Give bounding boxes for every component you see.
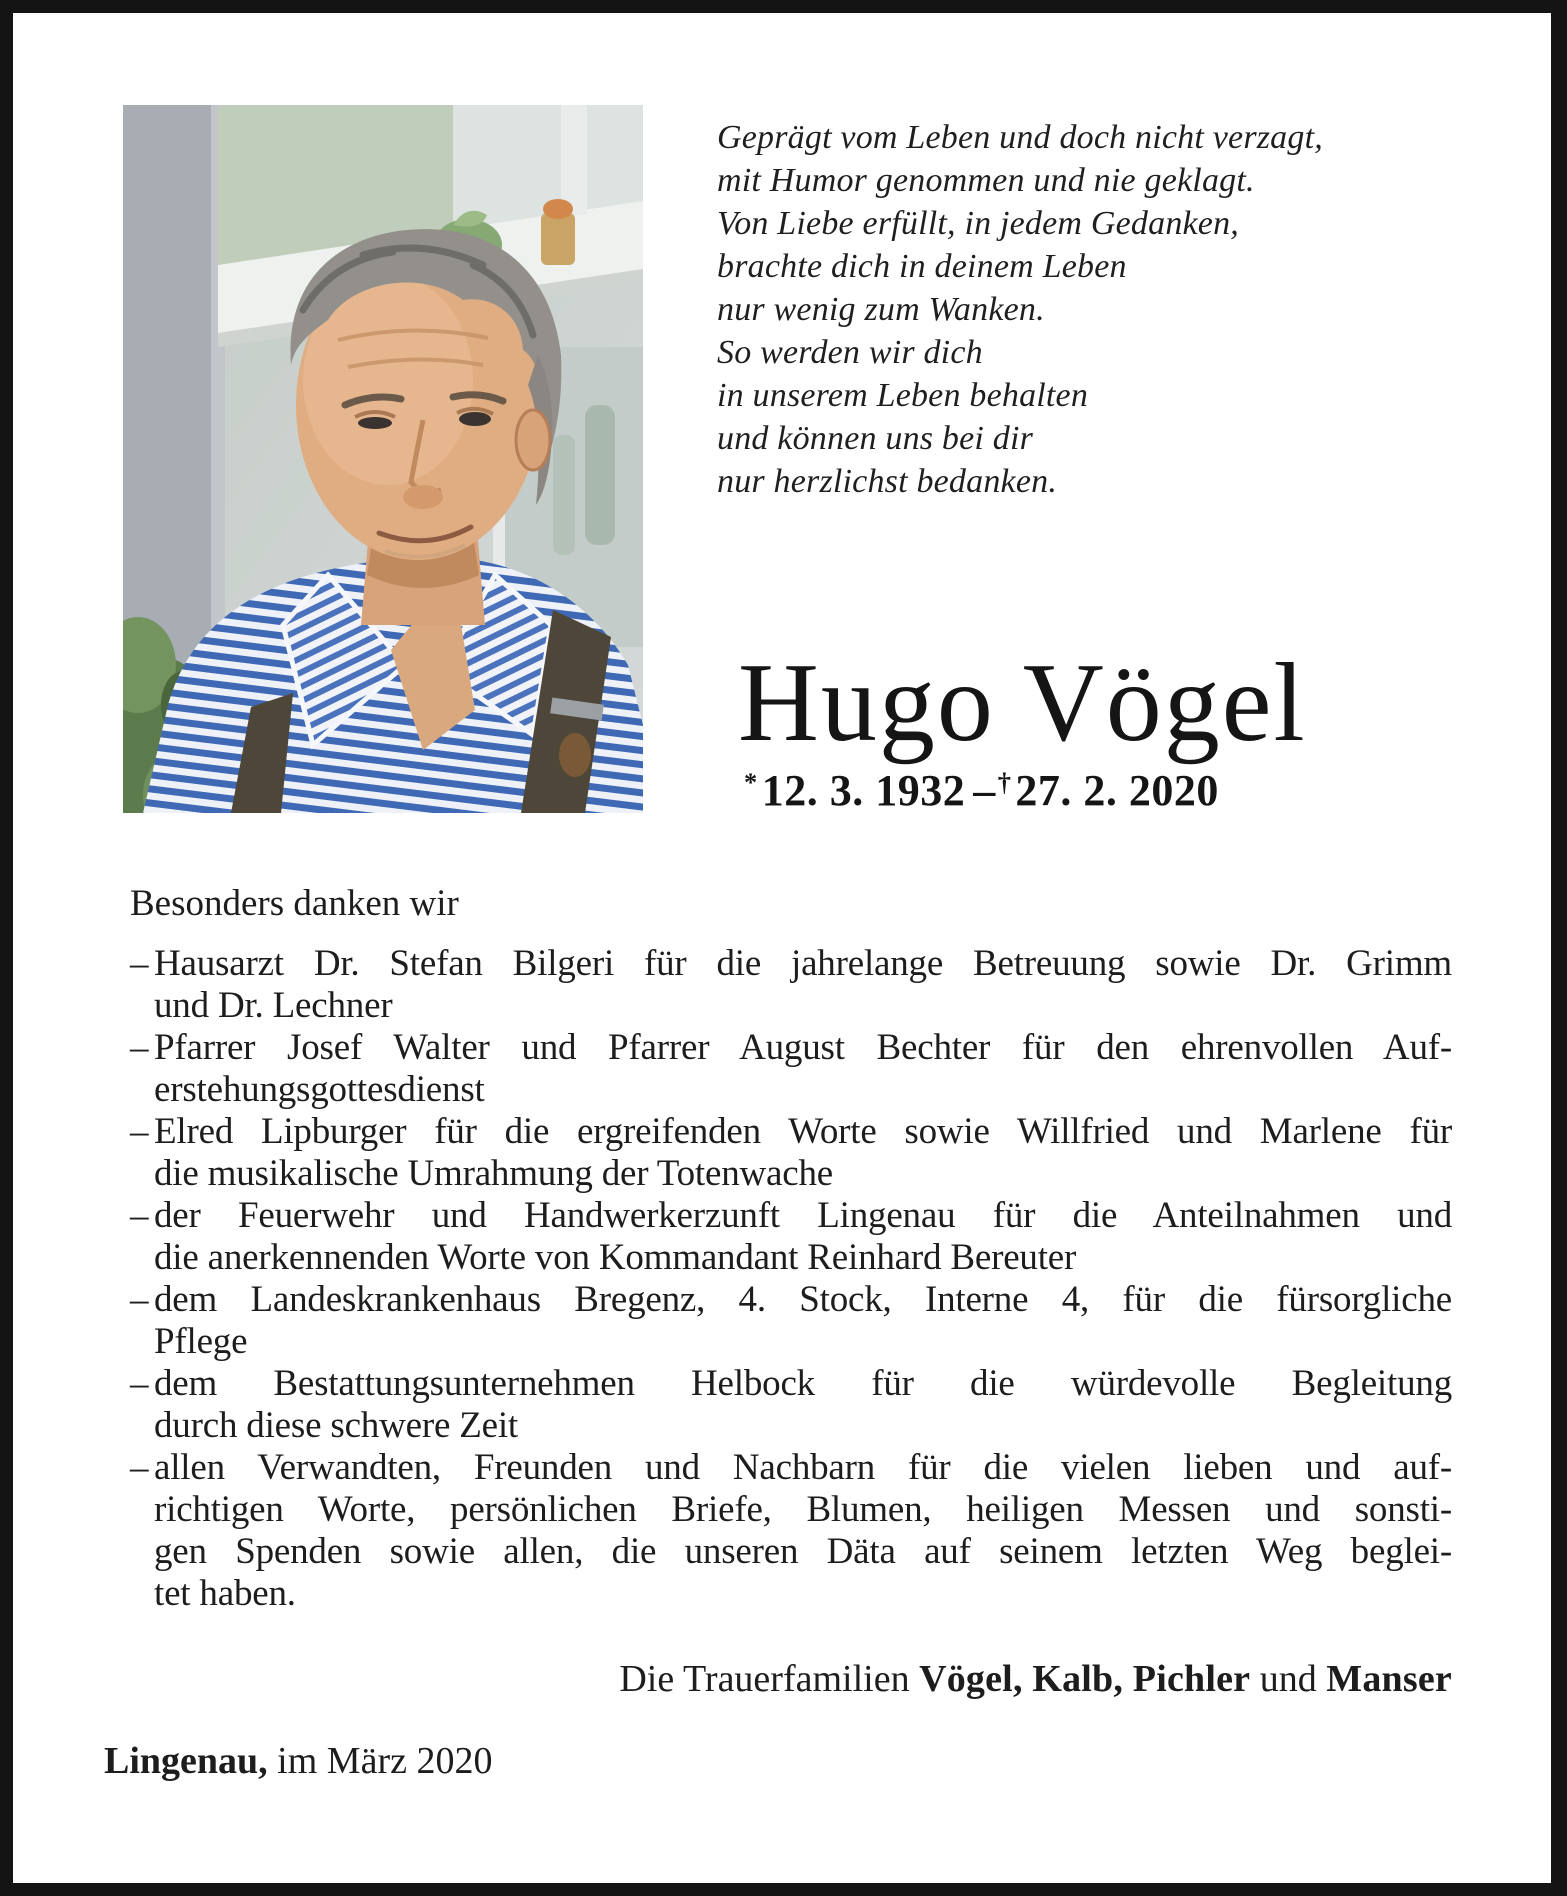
list-dash: – — [130, 1027, 149, 1068]
thanks-item — [130, 1111, 1452, 1195]
list-dash: – — [130, 1111, 149, 1152]
thanks-line: allen Verwandten, Freunden und Nachbarn für die vielen lieben und auf- — [154, 1447, 1452, 1488]
thanks-line: erstehungsgottesdienst — [154, 1069, 485, 1110]
poem-line: in unserem Leben behalten — [717, 377, 1089, 414]
thanks-line: Elred Lipburger für die ergreifenden Worte sowie Willfried und Marlene für — [154, 1111, 1452, 1152]
thanks-item — [130, 1447, 1452, 1615]
poem-line: Von Liebe erfüllt, in jedem Gedanken, — [717, 205, 1239, 242]
family-connector: und — [1259, 1658, 1317, 1700]
thanks-line: Pfarrer Josef Walter und Pfarrer August Bechter für den ehrenvollen Auf- — [154, 1027, 1452, 1068]
death-date: 27. 2. 2020 — [1015, 766, 1219, 815]
poem-line: Geprägt vom Leben und doch nicht verzagt, — [717, 119, 1323, 156]
month-year: im März 2020 — [277, 1740, 493, 1782]
family-names-2: Manser — [1326, 1658, 1452, 1700]
thanks-line: dem Bestattungsunternehmen Helbock für die würdevolle Begleitung — [154, 1363, 1452, 1404]
thanks-line: durch diese schwere Zeit — [154, 1405, 519, 1446]
list-dash: – — [130, 1279, 149, 1320]
birth-date: 12. 3. 1932 — [761, 766, 966, 815]
deceased-name: Hugo Vögel — [738, 641, 1307, 765]
birth-star-symbol: * — [744, 767, 758, 798]
poem-line: So werden wir dich — [717, 334, 983, 371]
thanks-list — [130, 943, 1452, 1615]
list-dash: – — [130, 1195, 149, 1236]
poem-line: und können uns bei dir — [717, 420, 1034, 457]
family-line — [130, 1657, 1452, 1701]
thanks-item — [130, 1027, 1452, 1111]
family-names-1: Vögel, Kalb, Pichler — [919, 1658, 1251, 1700]
poem-line: nur wenig zum Wanken. — [717, 291, 1045, 328]
thanks-line: richtigen Worte, persönlichen Briefe, Blumen, heiligen Messen und sonsti- — [154, 1489, 1452, 1530]
list-dash: – — [130, 943, 149, 984]
poem-line: nur herzlichst bedanken. — [717, 463, 1058, 500]
thanks-line: der Feuerwehr und Handwerkerzunft Lingenau für die Anteilnahmen und — [154, 1195, 1452, 1236]
place: Lingenau, — [104, 1740, 268, 1782]
thanks-item — [130, 1363, 1452, 1447]
poem-line: mit Humor genommen und nie geklagt. — [717, 162, 1255, 199]
thanks-line: gen Spenden sowie allen, die unseren Däta auf seinem letzten Weg beglei- — [154, 1531, 1452, 1572]
thanks-item — [130, 1195, 1452, 1279]
death-cross-symbol: † — [997, 767, 1012, 798]
place-date-line — [104, 1739, 492, 1783]
thanks-line: Pflege — [154, 1321, 248, 1362]
thanks-line: die anerkennenden Worte von Kommandant Reinhard Bereuter — [154, 1237, 1077, 1278]
memorial-poem — [717, 116, 1323, 503]
thanks-item — [130, 1279, 1452, 1363]
list-dash: – — [130, 1363, 149, 1404]
thanks-line: dem Landeskrankenhaus Bregenz, 4. Stock, Interne 4, für die fürsorgliche — [154, 1279, 1452, 1320]
portrait-photo — [123, 105, 643, 813]
thanks-line: Hausarzt Dr. Stefan Bilgeri für die jahrelange Betreuung sowie Dr. Grimm — [154, 943, 1452, 984]
thanks-item — [130, 943, 1452, 1027]
thanks-line: tet haben. — [154, 1573, 296, 1614]
thanks-intro: Besonders danken wir — [130, 883, 459, 924]
thanks-line: die musikalische Umrahmung der Totenwache — [154, 1153, 833, 1194]
thanks-line: und Dr. Lechner — [154, 985, 393, 1026]
dates-separator: – — [973, 766, 996, 815]
family-prefix: Die Trauerfamilien — [619, 1658, 910, 1700]
poem-line: brachte dich in deinem Leben — [717, 248, 1127, 285]
portrait-photo-art — [123, 105, 643, 813]
list-dash: – — [130, 1447, 149, 1488]
obituary-card — [13, 13, 1551, 1883]
life-dates — [744, 765, 1219, 816]
